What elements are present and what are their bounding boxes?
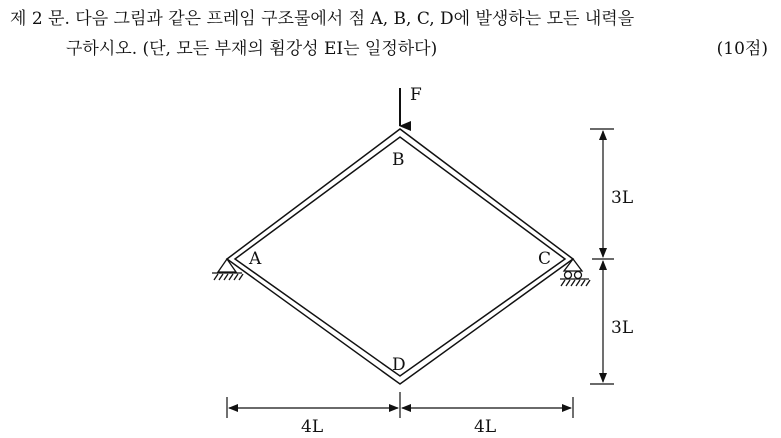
problem-text-2: 구하시오. (단, 모든 부재의 휨강성 EI는 일정하다) <box>66 39 438 59</box>
node-label-a: A <box>249 249 262 269</box>
dimension-horizontal <box>227 392 573 418</box>
load-arrow <box>400 85 422 126</box>
problem-text-1: 다음 그림과 같은 프레임 구조물에서 점 A, B, C, D에 발생하는 모든 내력을 <box>75 9 635 29</box>
node-label-c: C <box>538 249 552 269</box>
dim-label-right-width: 4L <box>474 417 497 437</box>
dim-label-top-height: 3L <box>611 188 634 208</box>
load-label: F <box>410 85 422 105</box>
node-label-b: B <box>392 150 405 170</box>
dim-label-left-width: 4L <box>301 417 324 437</box>
problem-number: 제 2 문. <box>10 9 70 29</box>
problem-points: (10점) <box>716 39 768 59</box>
node-label-d: D <box>392 355 406 375</box>
roller-support-c <box>560 259 590 286</box>
dimension-vertical <box>590 129 614 384</box>
dim-label-bottom-height: 3L <box>611 318 634 338</box>
frame-inner <box>235 137 565 376</box>
